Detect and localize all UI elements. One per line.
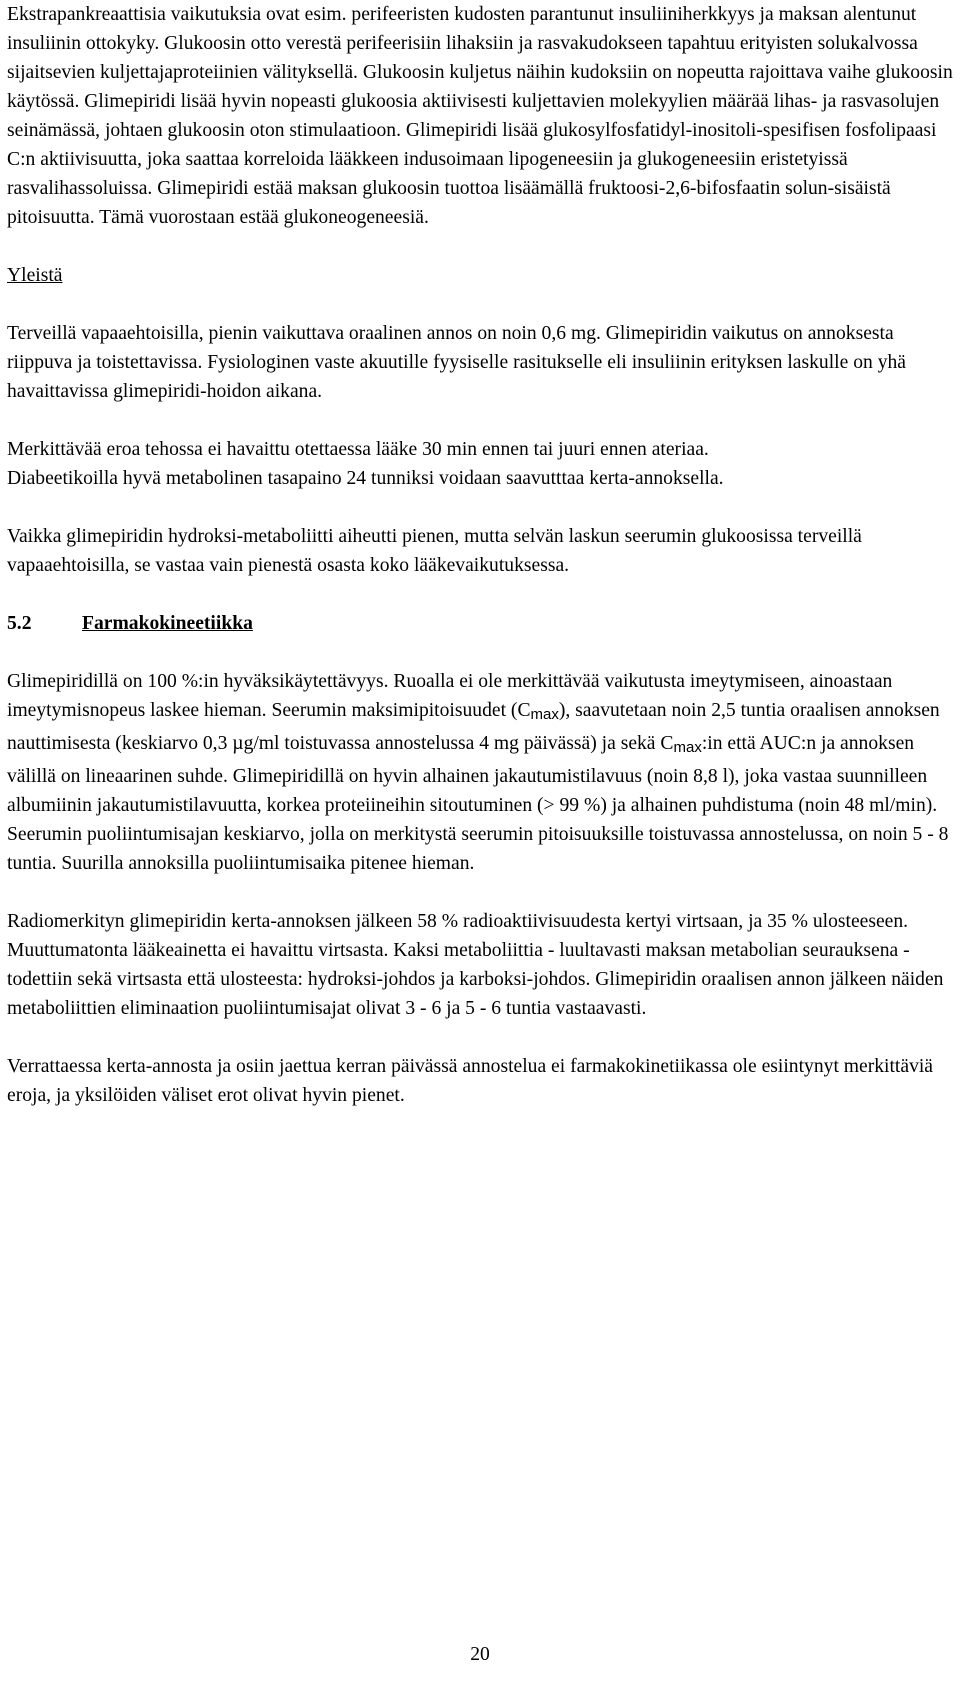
heading-general: Yleistä [7,265,63,286]
page-number: 20 [470,1644,490,1665]
bioavailability-text-2: ), saavutetaan noin 2,5 tuntia oraalisen annoksen nauttimisesta (keskiarvo 0,3 µg/ml toistuvassa annostelussa 4 mg päivässä) ja sekä C [7,700,940,754]
paragraph-single-dose-control: Diabeetikoilla hyvä metabolinen tasapaino 24 tunniksi voidaan saavutttaa kerta-annoksella. [7,468,724,489]
cmax-subscript: max [673,739,702,756]
bioavailability-text-3: :in että AUC:n ja annoksen välillä on lineaarinen suhde. Glimepiridillä on hyvin alhainen jakautumistilavuus (noin 8,8 l), joka vastaa suunnilleen albumiinin jakautumistilavuutta, korkea proteiineihin sitoutuminen (> 99 %) ja alhainen puhdistuma (noin 48 ml/min). Seerumin puoliintumisajan keskiarvo, jolla on merkitystä seerumin pitoisuuksille toistuvassa annostelussa, on noin 5 - 8 tuntia. Suurilla annoksilla puoliintumisaika pitenee hieman. [7,733,949,874]
paragraph-bioavailability [7,667,953,878]
paragraph-radiolabelled-dose: Radiomerkityn glimepiridin kerta-annoksen jälkeen 58 % radioaktiivisuudesta kertyi virtsaan, ja 35 % ulosteeseen. Muuttumatonta lääkeainetta ei havaittu virtsasta. Kaksi metaboliittia - luultavasti maksan metabolian seurauksena - todettiin sekä virtsasta että ulosteesta: hydroksi-johdos ja karboksi-johdos. Glimepiridin oraalisen annon jälkeen näiden metaboliittien eliminaation puoliintumisajat olivat 3 - 6 ja 5 - 6 tuntia vastaavasti. [7,911,944,1019]
cmax-subscript: max [530,706,559,723]
bioavailability-text-1: Glimepiridillä on 100 %:in hyväksikäytettävyys. Ruoalla ei ole merkittävää vaikutusta imeytymiseen, ainoastaan imeytymisnopeus laskee hieman. Seerumin maksimipitoisuudet (C [7,671,893,721]
paragraph-extrapancreatic-effects: Ekstrapankreaattisia vaikutuksia ovat esim. perifeeristen kudosten parantunut insuliiniherkkyys ja maksan alentunut insuliinin ottokyky. Glukoosin otto verestä perifeerisiin lihaksiin ja rasvakudokseen tapahtuu erityisten solukalvossa sijaitsevien kuljettajaproteiinien välityksellä. Glukoosin kuljetus näihin kudoksiin on nopeutta rajoittava vaihe glukoosin käytössä. Glimepiridi lisää hyvin nopeasti glukoosia aktiivisesti kuljettavien molekyylien määrää lihas- ja rasvasolujen seinämässä, johtaen glukoosin oton stimulaatioon. Glimepiridi lisää glukosylfosfatidyl-inositoli-spesifisen fosfolipaasi C:n aktiivisuutta, joka saattaa korreloida lääkkeen indusoimaan lipogeneesiin ja glukogeneesiin eristetyissä rasvalihassoluissa. Glimepiridi estää maksan glukoosin tuottoa lisäämällä fruktoosi-2,6-bifosfaatin solun-sisäistä pitoisuutta. Tämä vuorostaan estää glukoneogeneesiä. [7,4,953,228]
section-heading-pharmacokinetics [7,609,953,638]
document-page [7,0,953,1110]
paragraph-hydroxy-metabolite: Vaikka glimepiridin hydroksi-metaboliitti aiheutti pienen, mutta selvän laskun seerumin glukoosissa terveillä vapaaehtoisilla, se vastaa vain pienestä osasta koko lääkevaikutuksessa. [7,526,862,576]
paragraph-meal-timing: Merkittävää eroa tehossa ei havaittu otettaessa lääke 30 min ennen tai juuri ennen ateriaa. [7,439,709,460]
section-number: 5.2 [7,613,32,634]
paragraph-healthy-volunteers: Terveillä vapaaehtoisilla, pienin vaikuttava oraalinen annos on noin 0,6 mg. Glimepiridin vaikutus on annoksesta riippuva ja toistettavissa. Fysiologinen vaste akuutille fyysiselle rasitukselle eli insuliinin erityksen laskulle on yhä havaittavissa glimepiridi-hoidon aikana. [7,323,906,402]
section-title: Farmakokineetiikka [82,613,253,634]
paragraph-dosing-comparison: Verrattaessa kerta-annosta ja osiin jaettua kerran päivässä annostelua ei farmakokinetiikassa ole esiintynyt merkittäviä eroja, ja yksilöiden väliset erot olivat hyvin pienet. [7,1056,934,1106]
